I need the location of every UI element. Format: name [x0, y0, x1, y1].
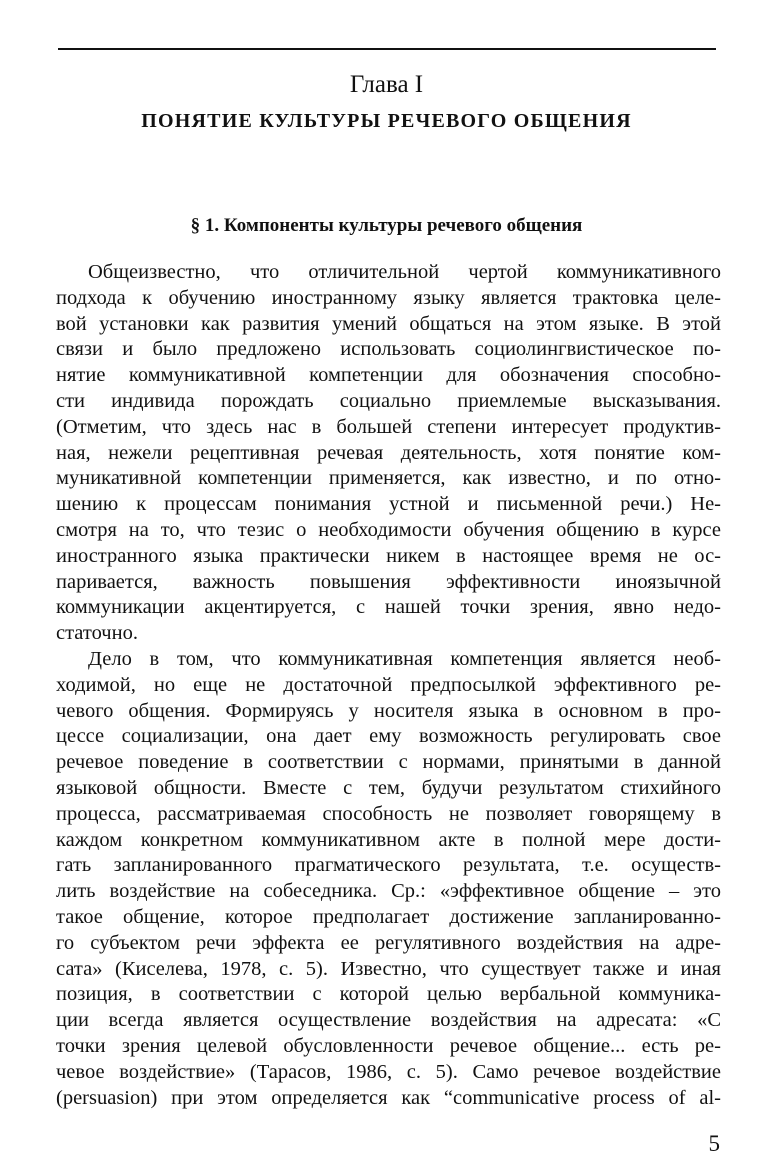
text-line: гать запланированного прагматического результата, т.е. осуществ-	[56, 854, 721, 877]
page-number: 5	[708, 1131, 720, 1156]
text-line: смотря на то, что тезис о необходимости обучения общению в курсе	[56, 518, 721, 541]
text-line: сата» (Киселева, 1978, с. 5). Известно, что существует также и иная	[56, 957, 721, 980]
text-line: языковой общности. Вместе с тем, будучи результатом стихийного	[56, 776, 721, 799]
top-rule	[58, 48, 716, 50]
text-line: (Отметим, что здесь нас в большей степени интересует продуктив-	[56, 415, 721, 438]
text-line: вой установки как развития умений общаться на этом языке. В этой	[56, 312, 721, 335]
chapter-number: Глава I	[349, 71, 424, 98]
text-line: точки зрения целевой обусловленности речевое общение... есть ре-	[56, 1034, 721, 1057]
text-line: процесса, рассматриваемая способность не позволяет говорящему в	[56, 802, 721, 825]
text-line: сти индивида порождать социально приемлемые высказывания.	[56, 389, 721, 412]
text-line: Общеизвестно, что отличительной чертой коммуникативного	[88, 261, 721, 283]
text-line: позиция, в соответствии с которой целью вербальной коммуника-	[56, 983, 721, 1006]
text-line: го субъектом речи эффекта ее регулятивного воздействия на адре-	[56, 931, 721, 954]
section-heading: § 1. Компоненты культуры речевого общения	[190, 215, 583, 236]
text-line: иностранного языка практически никем в настоящее время не ос-	[56, 544, 721, 567]
text-line: такое общение, которое предполагает достижение запланированно-	[56, 905, 721, 928]
text-line: коммуникации акцентируется, с нашей точки зрения, явно недо-	[56, 596, 721, 619]
text-line: Дело в том, что коммуникативная компетенция является необ-	[88, 647, 721, 670]
text-line: ная, нежели рецептивная речевая деятельность, хотя понятие ком-	[56, 441, 721, 464]
body-text	[56, 260, 721, 1111]
text-line: (persuasion) при этом определяется как “communicative process of al-	[56, 1086, 721, 1109]
text-line: чевого общения. Формируясь у носителя языка в основном в про-	[56, 699, 721, 722]
text-line: статочно.	[56, 622, 138, 645]
text-line: каждом конкретном коммуникативном акте в полной мере дости-	[56, 828, 721, 851]
text-line: лить воздействие на собеседника. Ср.: «эффективное общение – это	[56, 880, 721, 903]
text-line: нятие коммуникативной компетенции для обозначения способно-	[56, 364, 721, 387]
text-line: ции всегда является осуществление воздействия на адресата: «С	[56, 1009, 721, 1032]
chapter-title: ПОНЯТИЕ КУЛЬТУРЫ РЕЧЕВОГО ОБЩЕНИЯ	[141, 110, 632, 132]
text-line: чевое воздействие» (Тарасов, 1986, с. 5). Само речевое воздействие	[56, 1060, 721, 1083]
text-line: подхода к обучению иностранному языку является трактовка целе-	[56, 286, 721, 309]
text-line: связи и было предложено использовать социолингвистическое по-	[56, 338, 721, 361]
text-line: речевое поведение в соответствии с нормами, принятыми в данной	[56, 751, 721, 774]
text-line: паривается, важность повышения эффективности иноязычной	[56, 570, 721, 593]
text-line: ходимой, но еще не достаточной предпосылкой эффективного ре-	[56, 673, 721, 696]
text-line: шению к процессам понимания устной и письменной речи.) Не-	[56, 493, 721, 516]
text-line: цессе социализации, она дает ему возможность регулировать свое	[56, 725, 721, 748]
text-line: муникативной компетенции применяется, как известно, и по отно-	[56, 467, 721, 490]
